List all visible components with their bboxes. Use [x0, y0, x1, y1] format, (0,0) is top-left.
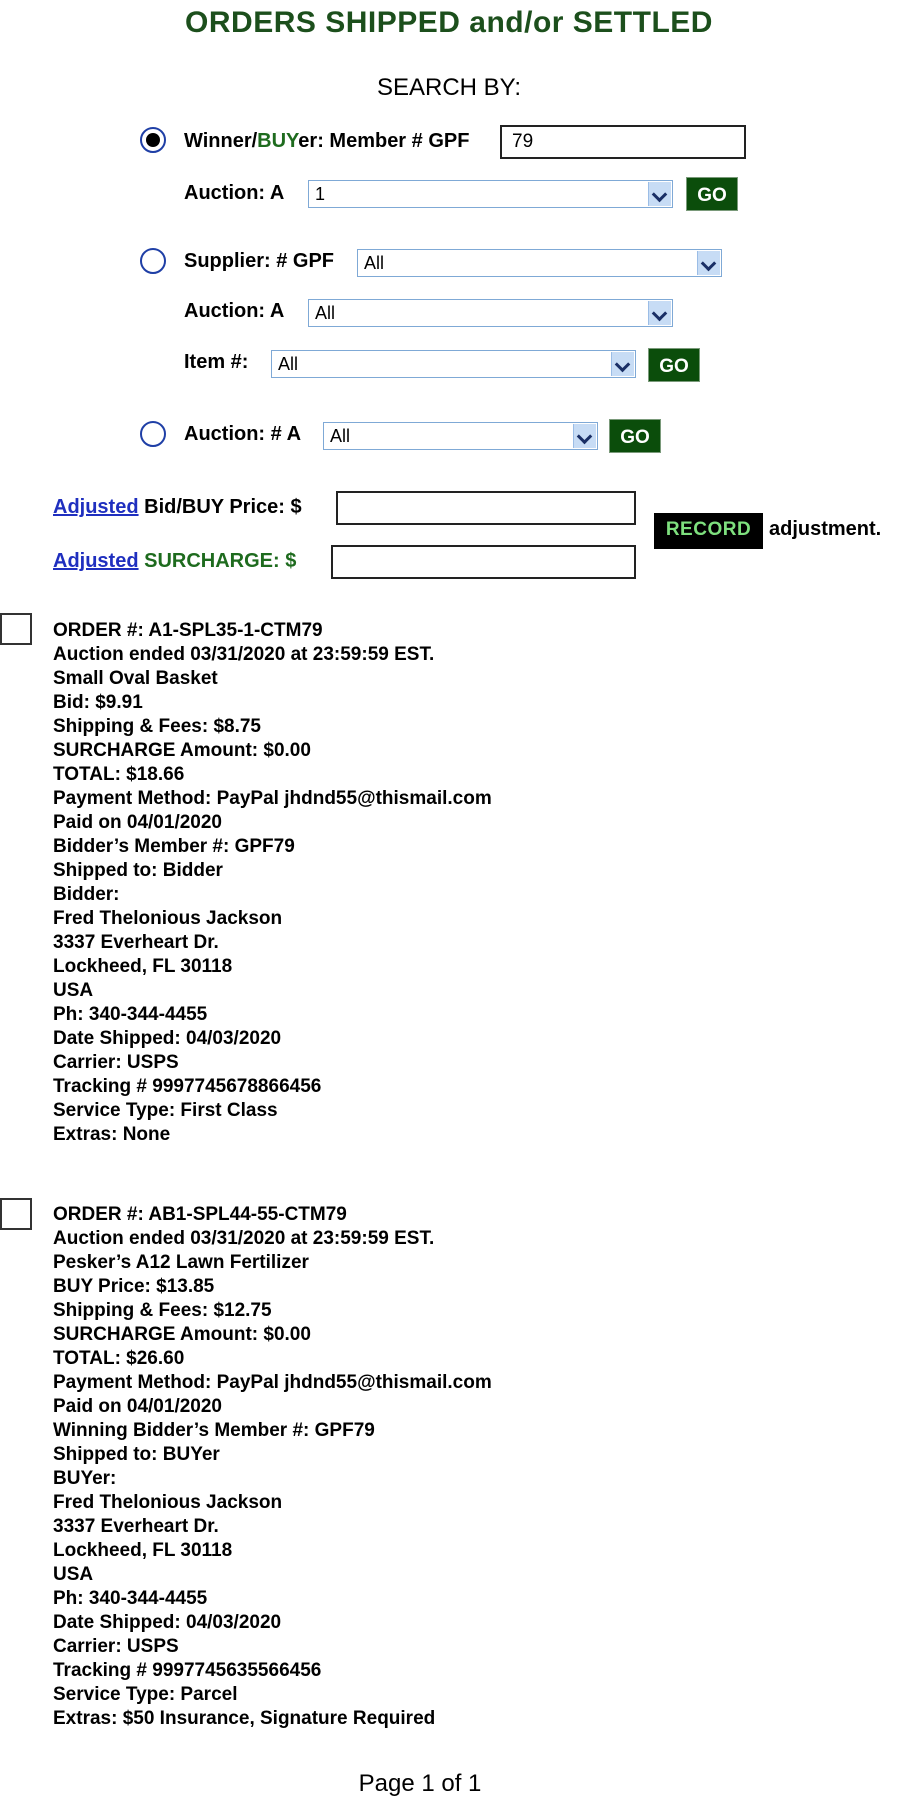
- supplier-auction-select[interactable]: [308, 299, 673, 327]
- order-line: Pesker’s A12 Lawn Fertilizer: [53, 1252, 309, 1273]
- winner-go-button[interactable]: GO: [686, 177, 738, 211]
- item-label: Item #:: [184, 351, 249, 373]
- adjusted-bid-link[interactable]: Adjusted: [53, 496, 139, 518]
- order-line: Service Type: First Class: [53, 1100, 278, 1121]
- auction-go-button[interactable]: GO: [609, 419, 661, 453]
- order-line: Shipped to: BUYer: [53, 1444, 220, 1465]
- adjusted-bid-input[interactable]: [336, 491, 636, 525]
- auction-number-value: All: [330, 426, 351, 446]
- order-line: Fred Thelonious Jackson: [53, 908, 283, 929]
- supplier-label: Supplier: # GPF: [184, 250, 335, 272]
- order-line: Tracking # 9997745678866456: [53, 1076, 322, 1097]
- chevron-down-icon: [573, 424, 596, 448]
- order-line: Bidder:: [53, 884, 120, 905]
- chevron-down-icon: [648, 182, 671, 206]
- order-line: Lockheed, FL 30118: [53, 956, 233, 977]
- record-button[interactable]: RECORD: [654, 513, 763, 549]
- order-line: Service Type: Parcel: [53, 1684, 238, 1705]
- order-line: Small Oval Basket: [53, 668, 218, 689]
- order-line: BUYer:: [53, 1468, 117, 1489]
- order-line: Auction ended 03/31/2020 at 23:59:59 EST.: [53, 1228, 435, 1249]
- supplier-auction-label: Auction: A: [184, 300, 285, 322]
- winner-label-suffix: er: Member # GPF: [298, 130, 470, 152]
- order-line: Auction ended 03/31/2020 at 23:59:59 EST.: [53, 644, 435, 665]
- order-line: Paid on 04/01/2020: [53, 812, 222, 833]
- order-line: Bidder’s Member #: GPF79: [53, 836, 295, 857]
- order-line: Shipped to: Bidder: [53, 860, 223, 881]
- order-line: Bid: $9.91: [53, 692, 143, 713]
- order-line: 3337 Everheart Dr.: [53, 1516, 219, 1537]
- order-number: ORDER #: A1-SPL35-1-CTM79: [53, 620, 323, 641]
- supplier-value: All: [364, 253, 385, 273]
- adjusted-bid-label: [53, 496, 302, 519]
- order-line: Payment Method: PayPal jhdnd55@thismail.com: [53, 788, 492, 809]
- order-line: Shipping & Fees: $12.75: [53, 1300, 272, 1321]
- winner-label-prefix: Winner/: [184, 130, 258, 152]
- auction-radio[interactable]: [140, 421, 166, 447]
- order-line: TOTAL: $26.60: [53, 1348, 185, 1369]
- order-line: USA: [53, 1564, 94, 1585]
- auction-number-label: Auction: # A: [184, 423, 302, 445]
- item-select[interactable]: [271, 350, 636, 378]
- order-line: BUY Price: $13.85: [53, 1276, 215, 1297]
- winner-auction-label: Auction: A: [184, 182, 285, 204]
- adjusted-bid-text: Bid/BUY Price: $: [144, 496, 302, 518]
- order-line: Extras: $50 Insurance, Signature Required: [53, 1708, 436, 1729]
- record-suffix: adjustment.: [769, 518, 882, 540]
- order-details: [53, 1203, 492, 1731]
- order-line: SURCHARGE Amount: $0.00: [53, 1324, 311, 1345]
- order-details: [53, 619, 492, 1147]
- member-number-input[interactable]: 79: [500, 125, 746, 159]
- chevron-down-icon: [697, 251, 720, 275]
- order-line: Shipping & Fees: $8.75: [53, 716, 261, 737]
- adjusted-surcharge-label: [53, 550, 296, 573]
- adjusted-surcharge-link[interactable]: Adjusted: [53, 550, 139, 572]
- order-line: USA: [53, 980, 94, 1001]
- chevron-down-icon: [611, 352, 634, 376]
- order-line: SURCHARGE Amount: $0.00: [53, 740, 311, 761]
- order-line: Date Shipped: 04/03/2020: [53, 1612, 282, 1633]
- supplier-select[interactable]: [357, 249, 722, 277]
- order-line: 3337 Everheart Dr.: [53, 932, 219, 953]
- order-number: ORDER #: AB1-SPL44-55-CTM79: [53, 1204, 347, 1225]
- winner-auction-value: 1: [315, 184, 326, 204]
- order-line: Lockheed, FL 30118: [53, 1540, 233, 1561]
- order-line: Tracking # 9997745635566456: [53, 1660, 322, 1681]
- supplier-auction-value: All: [315, 303, 336, 323]
- pagination: Page 1 of 1: [358, 1770, 482, 1797]
- chevron-down-icon: [648, 301, 671, 325]
- search-by-label: SEARCH BY:: [376, 74, 522, 101]
- order-line: Ph: 340-344-4455: [53, 1004, 208, 1025]
- order-line: Carrier: USPS: [53, 1052, 179, 1073]
- adjusted-surcharge-text: SURCHARGE: $: [144, 550, 297, 572]
- order-checkbox[interactable]: [0, 613, 32, 645]
- order-checkbox[interactable]: [0, 1198, 32, 1230]
- winner-label: [184, 130, 469, 153]
- winner-label-buy: BUY: [257, 130, 299, 152]
- supplier-radio[interactable]: [140, 248, 166, 274]
- item-value: All: [278, 354, 299, 374]
- page-title: ORDERS SHIPPED and/or SETTLED: [185, 6, 713, 39]
- adjusted-surcharge-input[interactable]: [331, 545, 636, 579]
- order-line: Paid on 04/01/2020: [53, 1396, 222, 1417]
- order-line: Fred Thelonious Jackson: [53, 1492, 283, 1513]
- order-line: TOTAL: $18.66: [53, 764, 185, 785]
- order-line: Winning Bidder’s Member #: GPF79: [53, 1420, 375, 1441]
- order-line: Extras: None: [53, 1124, 171, 1145]
- winner-auction-select[interactable]: [308, 180, 673, 208]
- order-line: Payment Method: PayPal jhdnd55@thismail.com: [53, 1372, 492, 1393]
- auction-number-select[interactable]: [323, 422, 598, 450]
- winner-radio[interactable]: [140, 127, 166, 153]
- order-line: Carrier: USPS: [53, 1636, 179, 1657]
- order-line: Ph: 340-344-4455: [53, 1588, 208, 1609]
- supplier-go-button[interactable]: GO: [648, 348, 700, 382]
- order-line: Date Shipped: 04/03/2020: [53, 1028, 282, 1049]
